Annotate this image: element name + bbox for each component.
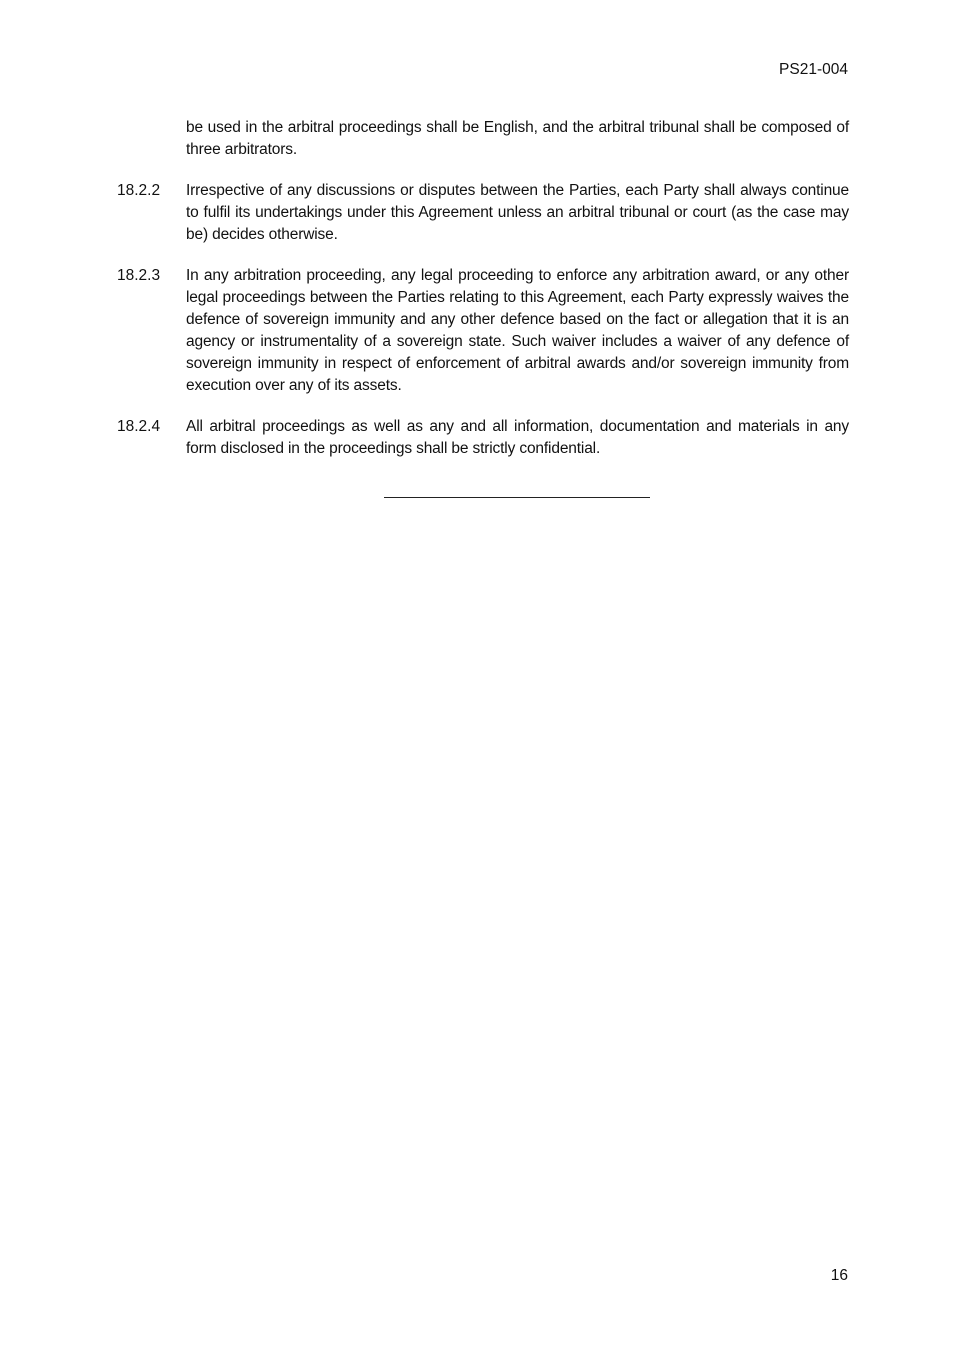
clause-18-2-3 xyxy=(117,265,849,397)
clause-number: 18.2.3 xyxy=(117,267,161,284)
clause-number: 18.2.4 xyxy=(117,418,161,435)
end-of-document-rule xyxy=(384,497,650,498)
clause-number: 18.2.2 xyxy=(117,182,161,199)
clause-text: Irrespective of any discussions or disputes between the Parties, each Party shall always continue to fulfil its undertakings under this Agreement unless an arbitral tribunal or court (as the case may be) decides otherwise. xyxy=(186,182,849,243)
clause-number xyxy=(117,117,186,161)
clause-18-2-2 xyxy=(117,180,849,246)
clause-text: In any arbitration proceeding, any legal proceeding to enforce any arbitration award, or any other legal proceedings between the Parties relating to this Agreement, each Party expressly waives the defence of sovereign immunity and any other defence based on the fact or allegation that it is an agency or instrumentality of a sovereign state. Such waiver includes a waiver of any defence of sovereign immunity in respect of enforcement of arbitral awards and/or sovereign immunity from execution over any of its assets. xyxy=(186,267,849,394)
clause-list xyxy=(117,117,849,479)
page-number: 16 xyxy=(830,1267,848,1284)
clause-text: be used in the arbitral proceedings shall be English, and the arbitral tribunal shall be composed of three arbitrators. xyxy=(186,119,849,158)
clause-continuation xyxy=(117,117,849,161)
clause-text: All arbitral proceedings as well as any and all information, documentation and materials in any form disclosed in the proceedings shall be strictly confidential. xyxy=(186,418,849,457)
document-reference: PS21-004 xyxy=(779,61,848,78)
clause-18-2-4 xyxy=(117,416,849,460)
